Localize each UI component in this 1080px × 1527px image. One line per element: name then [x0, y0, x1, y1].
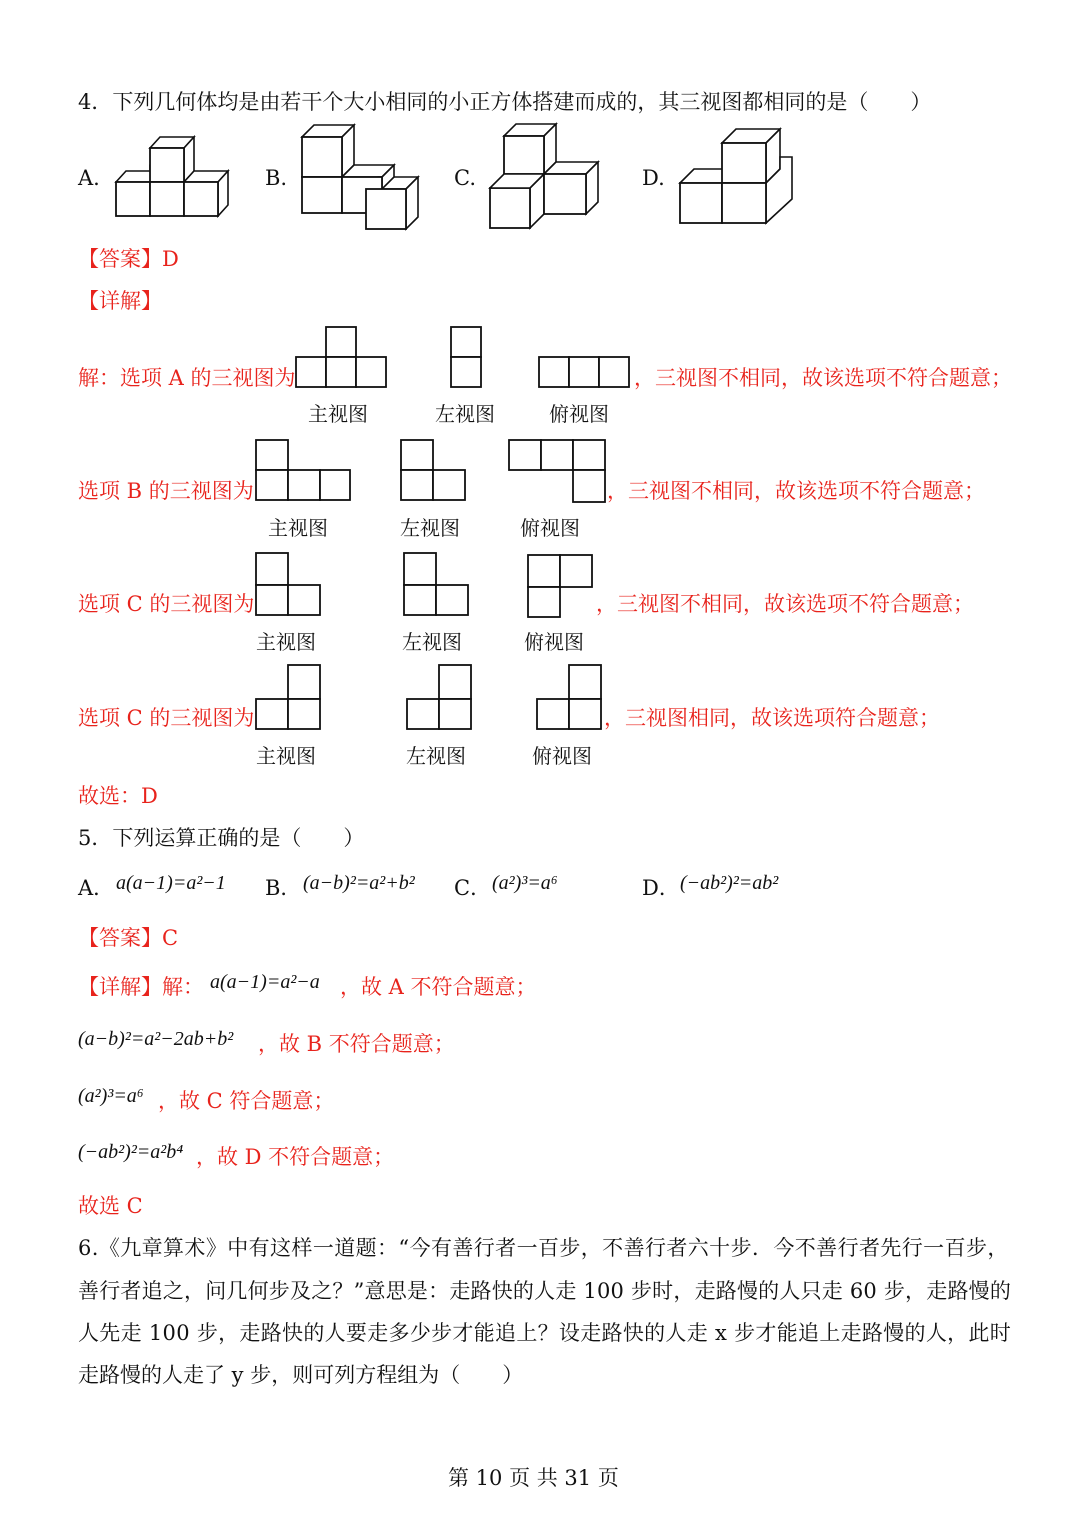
page-footer: 第 10 页 共 31 页: [448, 1466, 619, 1490]
q4-row-d-left-view: [406, 664, 476, 732]
q4-row-a-left-label: 左视图: [435, 402, 495, 426]
q6-line-3: 人先走 100 步，走路快的人要走多少步才能追上？设走路快的人走 x 步才能追上走路慢的人，此时: [78, 1321, 1012, 1345]
q4-row-c-lead: 选项 C 的三视图为: [78, 592, 255, 616]
q6-line-2: 善行者追之，问几何步及之？”意思是：走路快的人走 100 步时，走路慢的人只走 60 步，走路慢的: [78, 1279, 1012, 1303]
q4-row-c-front-view: [255, 552, 323, 618]
q4-row-d-left-label: 左视图: [406, 744, 466, 768]
q5-step-d-expr: (−ab²)²=a²b⁴: [78, 1141, 184, 1163]
q4-row-c-top-label: 俯视图: [524, 630, 584, 654]
q4-figure-a: [112, 135, 234, 217]
q5-conclusion: 故选 C: [78, 1194, 143, 1218]
q5-step-c-expr: (a²)³=a⁶: [78, 1085, 144, 1107]
q4-option-c-label: C.: [454, 166, 476, 190]
q4-row-a-top-view: [539, 356, 633, 390]
q5-step-c-note: ，故 C 符合题意；: [158, 1089, 335, 1113]
q4-row-d-top-view: [536, 664, 606, 732]
q5-option-a-label: A．: [78, 876, 115, 900]
q4-row-c-tail: ，三视图不相同，故该选项不符合题意；: [596, 592, 974, 616]
q4-row-d-lead: 选项 C 的三视图为: [78, 706, 255, 730]
q4-row-b-left-view: [400, 439, 468, 503]
q4-answer: 【答案】D: [78, 247, 179, 271]
q6-line-4: 走路慢的人走了 y 步，则可列方程组为（ ）: [78, 1363, 524, 1387]
q5-step-b-note: ，故 B 不符合题意；: [258, 1032, 455, 1056]
q5-stem: 5．下列运算正确的是（ ）: [78, 826, 365, 850]
q5-option-a-expr: a(a−1)=a²−1: [116, 872, 226, 894]
q5-answer: 【答案】C: [78, 926, 179, 950]
q4-row-d-tail: ，三视图相同，故该选项符合题意；: [604, 706, 940, 730]
q4-row-c-left-label: 左视图: [402, 630, 462, 654]
q4-row-b-lead: 选项 B 的三视图为: [78, 479, 254, 503]
q4-row-c-left-view: [403, 552, 471, 618]
q4-row-a-left-view: [451, 326, 485, 390]
q4-option-a-label: A.: [78, 166, 100, 190]
q5-step-a-expr: a(a−1)=a²−a: [210, 971, 320, 993]
q4-figure-d: [678, 127, 794, 227]
q5-step-b-expr: (a−b)²=a²−2ab+b²: [78, 1028, 234, 1050]
q4-row-c-front-label: 主视图: [256, 630, 316, 654]
q4-row-d-top-label: 俯视图: [532, 744, 592, 768]
q4-row-d-front-view: [255, 664, 325, 732]
q4-option-d-label: D.: [642, 166, 665, 190]
q4-row-b-left-label: 左视图: [400, 516, 460, 540]
q4-row-a-front-view: [296, 326, 388, 390]
q4-figure-b: [300, 123, 436, 229]
q4-row-a-tail: ，三视图不相同，故该选项不符合题意；: [634, 366, 1012, 390]
q5-option-c-expr: (a²)³=a⁶: [492, 872, 558, 894]
q5-option-d-expr: (−ab²)²=ab²: [680, 872, 779, 894]
q5-detail-tag: 【详解】解：: [78, 975, 204, 999]
q5-option-b-label: B．: [265, 876, 302, 900]
q4-row-d-front-label: 主视图: [256, 744, 316, 768]
q5-step-d-note: ，故 D 不符合题意；: [196, 1145, 395, 1169]
q5-option-b-expr: (a−b)²=a²+b²: [303, 872, 415, 894]
q4-row-b-front-view: [255, 439, 353, 503]
q4-row-a-lead: 解：选项 A 的三视图为: [78, 366, 296, 390]
q4-row-a-top-label: 俯视图: [549, 402, 609, 426]
q4-detail-tag: 【详解】: [78, 289, 162, 313]
q4-figure-c: [488, 122, 604, 230]
q4-row-a-front-label: 主视图: [308, 402, 368, 426]
q4-option-b-label: B.: [265, 166, 288, 190]
q5-option-c-label: C．: [454, 876, 492, 900]
q4-row-b-tail: ，三视图不相同，故该选项不符合题意；: [607, 479, 985, 503]
q4-row-c-top-view: [527, 554, 595, 620]
q4-row-b-top-view: [508, 439, 608, 505]
q5-option-d-label: D．: [642, 876, 680, 900]
q4-conclusion: 故选：D: [78, 784, 158, 808]
q6-line-1: 6.《九章算术》中有这样一道题：“今有善行者一百步，不善行者六十步．今不善行者先行一百步，: [78, 1236, 1009, 1260]
q5-step-a-note: ，故 A 不符合题意；: [340, 975, 537, 999]
q4-stem: 4．下列几何体均是由若干个大小相同的小正方体搭建而成的，其三视图都相同的是（ ）: [78, 90, 932, 114]
q4-row-b-top-label: 俯视图: [520, 516, 580, 540]
q4-row-b-front-label: 主视图: [268, 516, 328, 540]
